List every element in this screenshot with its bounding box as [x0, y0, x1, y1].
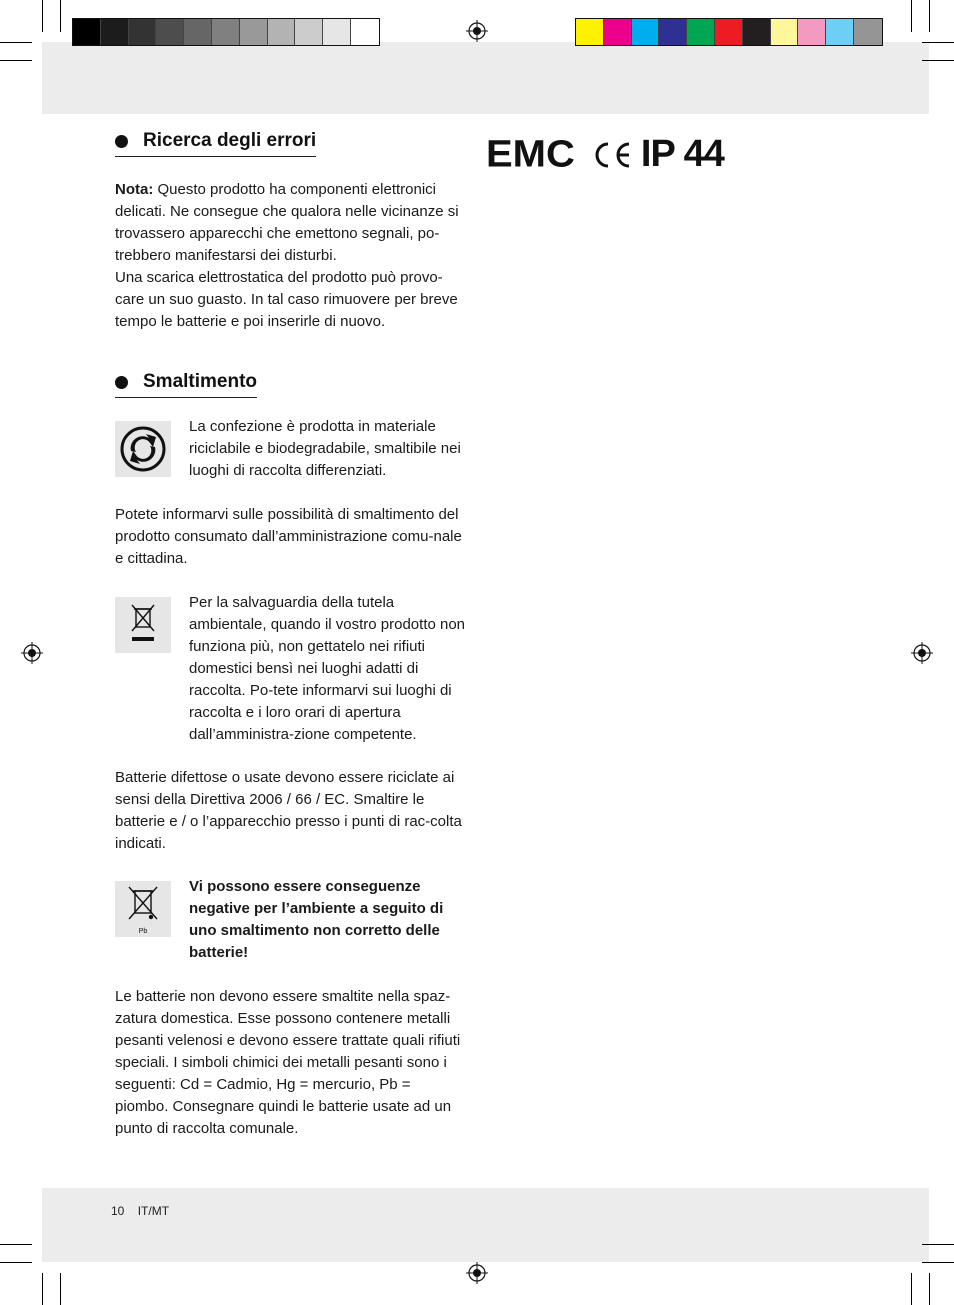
battery-directive-paragraph: Batterie difettose o usate devono essere riciclate ai sensi della Direttiva 2006 / 66 / EC. Smaltire le batterie e / o l’apparecchio presso i punti di rac-colta indicati. — [115, 769, 462, 852]
gray-color-bar — [72, 18, 380, 46]
battery-warning-text: Vi possono essere conseguenze negative per l’ambiente a seguito di uno smaltimento non corretto delle batterie! — [189, 878, 444, 961]
registration-mark-icon — [466, 1262, 488, 1284]
registration-mark-icon — [466, 20, 488, 42]
color-swatch — [743, 19, 771, 45]
ip-rating: IP 44 — [640, 133, 724, 175]
color-swatch — [826, 19, 854, 45]
info-paragraph: Potete informarvi sulle possibilità di smaltimento del prodotto consumato dall’amministrazione comu-nale e cittadina. — [115, 506, 462, 567]
color-swatch — [687, 19, 715, 45]
green-dot-recycle-icon — [115, 421, 171, 477]
section-title: Smaltimento — [115, 371, 257, 398]
bullet-icon — [115, 135, 128, 148]
weee-text: Per la salvaguardia della tutela ambientale, quando il vostro prodotto non funziona più, non gettatelo nei rifiuti domestici bensì nei luoghi adatti di raccolta. Po-tete informarvi sui luoghi di raccolta e i loro orari di apertura dall’amministra-zione competente. — [189, 594, 466, 743]
ce-mark-icon — [589, 135, 635, 175]
color-swatch — [771, 19, 799, 45]
registration-mark-icon — [21, 642, 43, 664]
gray-swatch — [156, 19, 184, 45]
color-swatch — [715, 19, 743, 45]
gray-swatch — [323, 19, 351, 45]
color-swatch — [632, 19, 660, 45]
battery-disposal-paragraph: Le batterie non devono essere smaltite nella spaz-zatura domestica. Esse possono contenere metalli pesanti velenosi e devono essere trattate quali rifiuti speciali. I simboli chimici dei metalli pesanti sono i seguenti: Cd = Cadmio, Hg = mercurio, Pb = piombo. Consegnare quindi le batterie usate ad un punto di raccolta comunale. — [115, 988, 461, 1137]
section-title: Ricerca degli errori — [115, 130, 316, 157]
gray-swatch — [295, 19, 323, 45]
crossed-bin-icon — [115, 597, 171, 653]
gray-swatch — [268, 19, 296, 45]
color-swatch — [659, 19, 687, 45]
process-color-bar — [575, 18, 883, 46]
gray-swatch — [240, 19, 268, 45]
recycle-text: La confezione è prodotta in materiale riciclabile e biodegradabile, smaltibile nei luoghi di raccolta differenziati. — [189, 418, 461, 479]
page-footer — [111, 1204, 169, 1218]
gray-swatch — [184, 19, 212, 45]
bullet-icon — [115, 376, 128, 389]
gray-swatch — [351, 19, 379, 45]
page-number: 10 — [111, 1204, 125, 1218]
registration-mark-icon — [911, 642, 933, 664]
gray-swatch — [101, 19, 129, 45]
battery-bin-icon — [115, 881, 171, 937]
gray-swatch — [129, 19, 157, 45]
section-disposal — [115, 371, 467, 1151]
emc-mark: EMC — [486, 133, 575, 175]
pb-label: Pb — [138, 928, 148, 935]
color-swatch — [576, 19, 604, 45]
language-code: IT/MT — [137, 1204, 170, 1218]
color-swatch — [798, 19, 826, 45]
color-swatch — [854, 19, 882, 45]
section-troubleshooting — [115, 130, 467, 333]
header-band — [42, 42, 929, 114]
gray-swatch — [73, 19, 101, 45]
gray-swatch — [212, 19, 240, 45]
color-swatch — [604, 19, 632, 45]
esd-paragraph: Una scarica elettrostatica del prodotto può provo-care un suo guasto. In tal caso rimuovere per breve tempo le batterie e poi inserirle di nuovo. — [115, 269, 458, 330]
certification-marks — [486, 132, 724, 177]
note-paragraph: Nota: Questo prodotto ha componenti elettronici delicati. Ne consegue che qualora nelle vicinanze si trovassero apparecchi che emettono segnali, po-trebbero manifestarsi dei disturbi. — [115, 181, 459, 264]
footer-band — [42, 1188, 929, 1262]
